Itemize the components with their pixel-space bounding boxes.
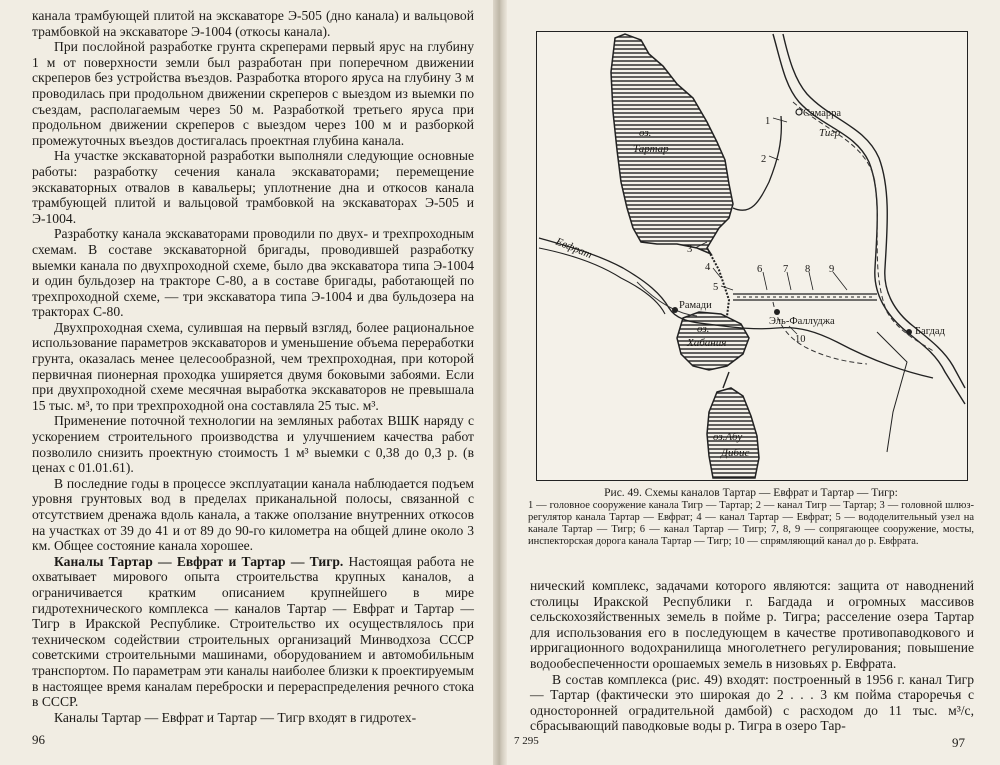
left-page-text <box>32 8 474 725</box>
label-n6: 6 <box>757 264 763 275</box>
label-lake-tartar: Тартар <box>633 143 669 155</box>
canal-tigris-tartar <box>733 116 781 210</box>
left-paragraph-4: Разработку канала экскаваторами проводили по двух- и трехпроходным схемам. В составе экскаваторной бригады, проводившей разработку выемки канала по двухпроходной схеме, было два экскаватора типа Э-1004 и один бульдозер на тракторе С-80, а в составе бригады, работающей по трехпроходной схеме, — три экскаватора типа Э-1004 и два бульдозера на тракторах С-80. <box>32 226 474 320</box>
baghdad-marker <box>906 329 912 335</box>
page-number-right: 97 <box>952 735 965 750</box>
label-n4: 4 <box>705 262 711 273</box>
habbaniya-outlet <box>723 372 729 388</box>
label-abu-oz: оз.Абу <box>713 431 743 443</box>
leader-1 <box>773 118 787 122</box>
label-baghdad: Багдад <box>915 326 945 337</box>
map-svg <box>537 32 967 480</box>
section-heading: Каналы Тартар — Евфрат и Тартар — Тигр. <box>54 553 344 569</box>
dashed-boundary <box>793 102 935 352</box>
right-paragraph-1: нический комплекс, задачами которого являются: защита от наводнений столицы Иракской Республики г. Багдада и огромных массивов сельскохозяйственных земель в пойме р. Тигра; расселение озера Тартар для использования его в последующем в качестве противопаводкового и ирригационного водохранилища многолетнего регулирования; повышение водообеспеченности орошаемых земель в низовьях р. Евфрата. <box>530 578 974 671</box>
label-n3: 3 <box>687 244 693 255</box>
book-gutter <box>493 0 507 765</box>
label-lake-tartar-oz: оз. <box>639 127 652 139</box>
leader-10 <box>789 326 797 334</box>
left-paragraph-2: При послойной разработке грунта скреперами первый ярус на глубину 1 м от поверхности земли был разработан при поперечном движении скреперов без устройства въездов. Разработка второго яруса на глубину 3 м проводилась при продольном движении скреперов с выездом из выемки по съездам, располагаемым через 50 м. Разработкой третьего яруса при продольном движении скреперов с выездом через 100 м и разборкой промежуточных въездов достигалась проектная глубина канала. <box>32 39 474 148</box>
label-n2: 2 <box>761 154 767 165</box>
fallujah-marker <box>774 309 780 315</box>
left-paragraph-3: На участке экскаваторной разработки выполняли следующие основные работы: разработку сечения канала экскаваторами; перемещение экскаваторных отвалов в кавальеры; уплотнение дна и откосов канала трамбующей плитой и вальцовой трамбовкой на экскаваторах Э-505 и Э-1004. <box>32 148 474 226</box>
road-south <box>877 332 907 452</box>
tigris-river <box>773 34 965 404</box>
left-paragraph-5: Двухпроходная схема, сулившая на первый взгляд, более рациональное использование параметров экскаваторов и уменьшение объема переработки грунта, оказалась менее целесообразной, чем трехпроходная, при которой первичная пионерная проходка уширяется двумя боковыми забоями. Если при двухпроходной схеме месячная выработка экскаваторов не превышала 15 тыс. м³, то при трехпроходной она составляла 25 тыс. м³. <box>32 319 474 413</box>
label-n9: 9 <box>829 264 835 275</box>
right-paragraph-2: В состав комплекса (рис. 49) входят: построенный в 1956 г. канал Тигр — Тартар (фактически это широкая до 2 . . . 3 км пойма староречья с односторонней оградительной дамбой) с расходом до 11 тыс. м³/с, сбрасывающий паводковые воды р. Тигра в озеро Тар- <box>530 671 974 734</box>
label-ramadi: Рамади <box>679 300 712 311</box>
leader-6 <box>763 272 767 290</box>
left-paragraph-6: Применение поточной технологии на земляных работах ВШК наряду с ускорением строительного производства и улучшением качества работ позволило снизить проектную стоимость 1 м³ выемки с 0,38 до 0,3 р. (в ценах с 01.01.61). <box>32 413 474 476</box>
left-paragraph-1: канала трамбующей плитой на экскаваторе Э-505 (дно канала) и вальцовой трамбовкой на экскаваторе Э-1004 (откосы канала). <box>32 8 474 39</box>
label-samarra: Самарра <box>803 108 842 119</box>
label-n8: 8 <box>805 264 811 275</box>
label-euphrates: Евфрат <box>553 235 594 262</box>
label-fallujah: Эль-Фаллуджа <box>769 316 835 327</box>
leader-5 <box>721 286 733 290</box>
label-habbaniya-oz: оз. <box>697 323 710 335</box>
label-habbaniya: Хабания <box>687 337 727 349</box>
label-n1: 1 <box>765 116 771 127</box>
signature-mark: 7 295 <box>514 735 539 747</box>
label-n10: 10 <box>795 334 806 345</box>
lake-tartar <box>611 34 733 254</box>
label-tigris: Тигр <box>819 127 841 139</box>
section-paragraph <box>32 554 474 710</box>
figure-map <box>536 31 968 481</box>
ramadi-marker <box>672 307 678 313</box>
figure-caption <box>528 487 974 548</box>
label-n7: 7 <box>783 264 789 275</box>
right-page-text <box>530 578 974 734</box>
straightening-canal <box>773 302 867 364</box>
caption-body: 1 — головное сооружение канала Тигр — Тартар; 2 — канал Тигр — Тартар; 3 — головной шлюз-регулятор канала Тартар — Евфрат; 4 — канал Тартар — Евфрат; 5 — вододелительный узел на канале Тартар — Тигр; 6 — канал Тартар — Тигр; 7, 8, 9 — сопрягающее сооружение, мосты, инспекторская дорога канала Тартар — Тигр; 10 — спрямляющий канал до р. Евфрата. <box>528 500 974 547</box>
samarra-marker <box>796 109 802 115</box>
left-paragraph-7: В последние годы в процессе эксплуатации канала наблюдается подъем уровня грунтовых вод в пределах приканальной полосы, связанной с отсутствием дренажа вдоль канала, а также оползание внутренних откосов на участках от 39 до 41 и от 89 до 90-го километра на общей длине около 3 км. Общее состояние канала хорошее. <box>32 475 474 554</box>
section-text: Настоящая работа не охватывает мирового опыта строительства крупных каналов, а ограничивается кратким описанием крупнейшего в мире гидротехнического комплекса — каналов Тартар — Евфрат и Тартар — Тигр в Иракской Республике. Строительство их осуществлялось при техническом содействии строительных организаций Минводхоза СССР советскими строительными машинами, оборудованием и автомобильным транспортом. По параметрам эти каналы наиболее близки к проектируемым в настоящее время каналам переброски и перераспределения речного стока в СССР. <box>32 553 474 710</box>
page-number-left: 96 <box>32 732 45 747</box>
leader-9 <box>833 272 847 290</box>
label-abu-dibis: Дибис <box>721 447 750 459</box>
label-n5: 5 <box>713 282 719 293</box>
left-last-paragraph: Каналы Тартар — Евфрат и Тартар — Тигр входят в гидротех- <box>54 709 417 725</box>
caption-title: Рис. 49. Схемы каналов Тартар — Евфрат и Тартар — Тигр: <box>604 487 898 499</box>
